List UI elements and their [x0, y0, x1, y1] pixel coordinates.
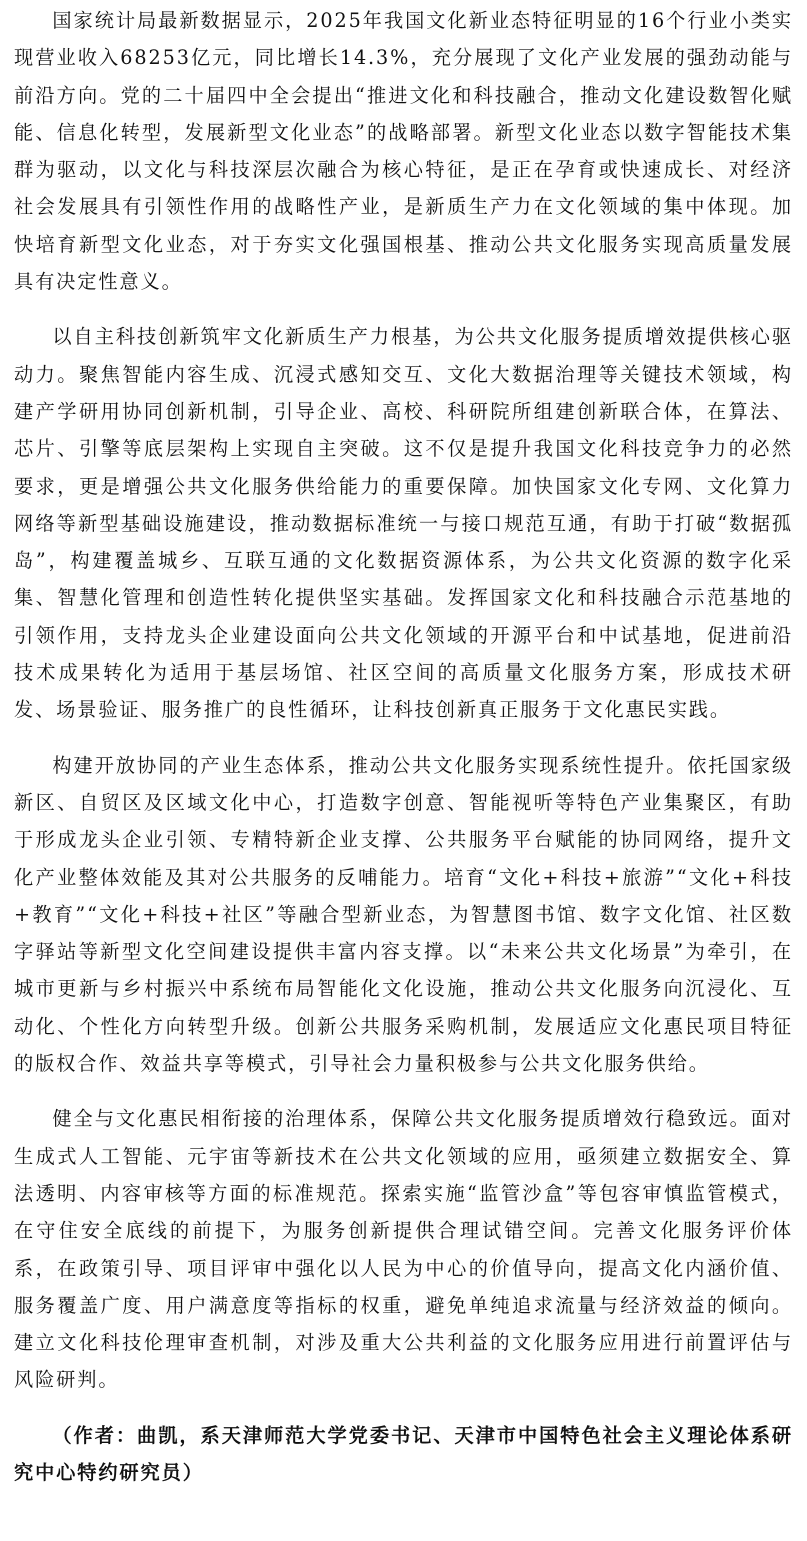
author-note: （作者：曲凯，系天津师范大学党委书记、天津市中国特色社会主义理论体系研究中心特约研究员）	[14, 1423, 793, 1484]
article-paragraph-1: 国家统计局最新数据显示，2025年我国文化新业态特征明显的16个行业小类实现营业收入68253亿元，同比增长14.3%，充分展现了文化产业发展的强劲动能与前沿方向。党的二十届四中全会提出“推进文化和科技融合，推动文化建设数智化赋能、信息化转型，发展新型文化业态”的战略部署。新型文化业态以数字智能技术集群为驱动，以文化与科技深层次融合为核心特征，是正在孕育或快速成长、对经济社会发展具有引领性作用的战略性产业，是新质生产力在文化领域的集中体现。加快培育新型文化业态，对于夯实文化强国根基、推动公共文化服务实现高质量发展具有决定性意义。	[14, 9, 793, 294]
article-paragraph-2: 以自主科技创新筑牢文化新质生产力根基，为公共文化服务提质增效提供核心驱动力。聚焦智能内容生成、沉浸式感知交互、文化大数据治理等关键技术领域，构建产学研用协同创新机制，引导企业、高校、科研院所组建创新联合体，在算法、芯片、引擎等底层架构上实现自主突破。这不仅是提升我国文化科技竞争力的必然要求，更是增强公共文化服务供给能力的重要保障。加快国家文化专网、文化算力网络等新型基础设施建设，推动数据标准统一与接口规范互通，有助于打破“数据孤岛”，构建覆盖城乡、互联互通的文化数据资源体系，为公共文化资源的数字化采集、智慧化管理和创造性转化提供坚实基础。发挥国家文化和科技融合示范基地的引领作用，支持龙头企业建设面向公共文化领域的开源平台和中试基地，促进前沿技术成果转化为适用于基层场馆、社区空间的高质量文化服务方案，形成技术研发、场景验证、服务推广的良性循环，让科技创新真正服务于文化惠民实践。	[14, 325, 793, 722]
article-paragraph-4: 健全与文化惠民相衔接的治理体系，保障公共文化服务提质增效行稳致远。面对生成式人工智能、元宇宙等新技术在公共文化领域的应用，亟须建立数据安全、算法透明、内容审核等方面的标准规范。探索实施“监管沙盒”等包容审慎监管模式，在守住安全底线的前提下，为服务创新提供合理试错空间。完善文化服务评价体系，在政策引导、项目评审中强化以人民为中心的价值导向，提高文化内涵价值、服务覆盖广度、用户满意度等指标的权重，避免单纯追求流量与经济效益的倾向。建立文化科技伦理审查机制，对涉及重大公共利益的文化服务应用进行前置评估与风险研判。	[14, 1107, 793, 1392]
article-paragraph-3: 构建开放协同的产业生态体系，推动公共文化服务实现系统性提升。依托国家级新区、自贸区及区域文化中心，打造数字创意、智能视听等特色产业集聚区，有助于形成龙头企业引领、专精特新企业支撑、公共服务平台赋能的协同网络，提升文化产业整体效能及其对公共服务的反哺能力。培育“文化+科技+旅游”“文化+科技+教育”“文化+科技+社区”等融合型新业态，为智慧图书馆、数字文化馆、社区数字驿站等新型文化空间建设提供丰富内容支撑。以“未来公共文化场景”为牵引，在城市更新与乡村振兴中系统布局智能化文化设施，推动公共文化服务向沉浸化、互动化、个性化方向转型升级。创新公共服务采购机制，发展适应文化惠民项目特征的版权合作、效益共享等模式，引导社会力量积极参与公共文化服务供给。	[14, 753, 793, 1076]
